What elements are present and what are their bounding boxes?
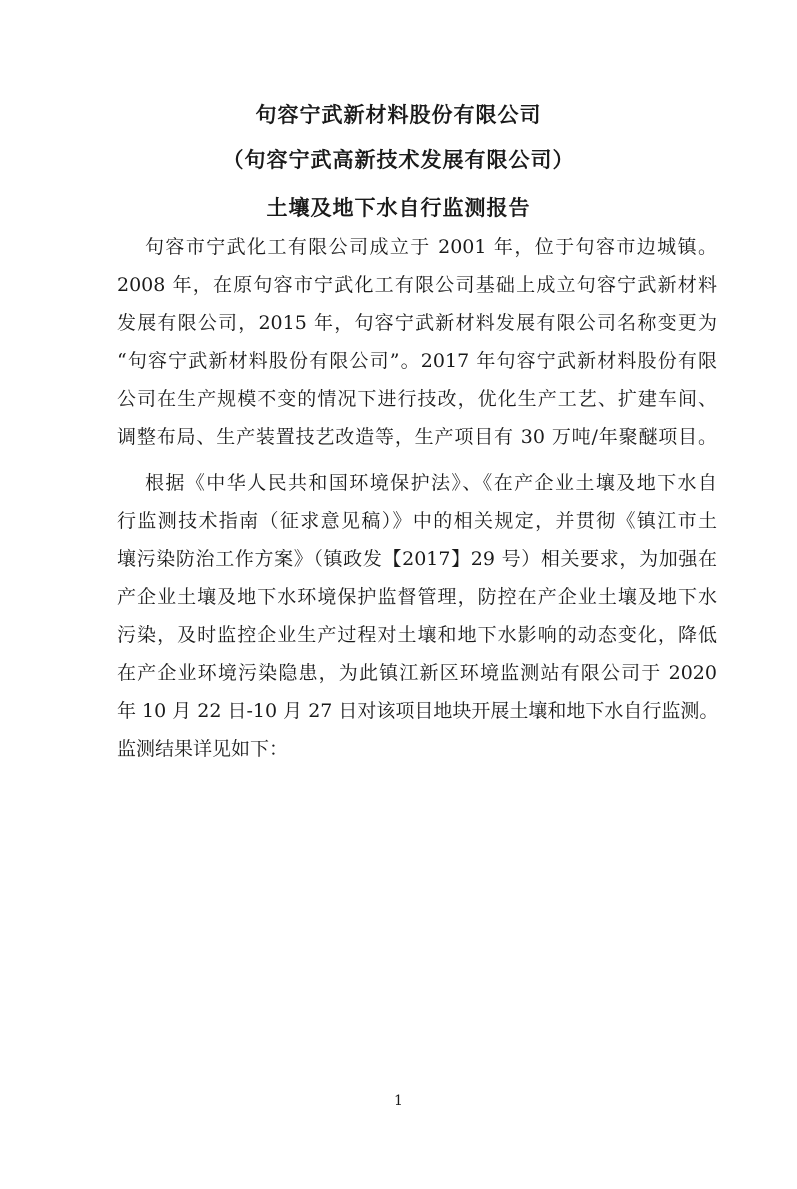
- paragraph-line: 年 10 月 22 日-10 月 27 日对该项目地块开展土壤和地下水自行监测。: [117, 700, 719, 722]
- report-title: 土壤及地下水自行监测报告: [266, 196, 531, 220]
- paragraph-line: 句容市宁武化工有限公司成立于 2001 年，位于句容市边城镇。: [145, 236, 717, 258]
- paragraph-line: 发展有限公司，2015 年，句容宁武新材料发展有限公司名称变更为: [117, 312, 717, 334]
- paragraph-line: 行监测技术指南（征求意见稿）》中的相关规定，并贯彻《镇江市土: [117, 510, 717, 532]
- former-company-subtitle: （句容宁武高新技术发展有限公司）: [222, 148, 575, 172]
- paragraph-line: 产企业土壤及地下水环境保护监督管理，防控在产企业土壤及地下水: [117, 586, 717, 608]
- paragraph-line: 公司在生产规模不变的情况下进行技改，优化生产工艺、扩建车间、: [117, 388, 717, 410]
- paragraph-line: 调整布局、生产装置技艺改造等，生产项目有 30 万吨/年聚醚项目。: [117, 426, 717, 448]
- paragraph-line: 在产企业环境污染隐患，为此镇江新区环境监测站有限公司于 2020: [117, 662, 717, 684]
- company-title: 句容宁武新材料股份有限公司: [255, 103, 542, 127]
- paragraph-line: 根据《中华人民共和国环境保护法》、《在产企业土壤及地下水自: [145, 472, 717, 494]
- page-number: 1: [394, 1093, 403, 1109]
- paragraph-line: 2008 年，在原句容市宁武化工有限公司基础上成立句容宁武新材料: [117, 274, 717, 296]
- paragraph-line: 壤污染防治工作方案》（镇政发【2017】29 号）相关要求，为加强在: [117, 548, 717, 570]
- paragraph-line: 污染，及时监控企业生产过程对土壤和地下水影响的动态变化，降低: [117, 624, 717, 646]
- paragraph-line: 监测结果详见如下：: [117, 738, 289, 760]
- paragraph-line: “句容宁武新材料股份有限公司”。2017 年句容宁武新材料股份有限: [117, 350, 717, 372]
